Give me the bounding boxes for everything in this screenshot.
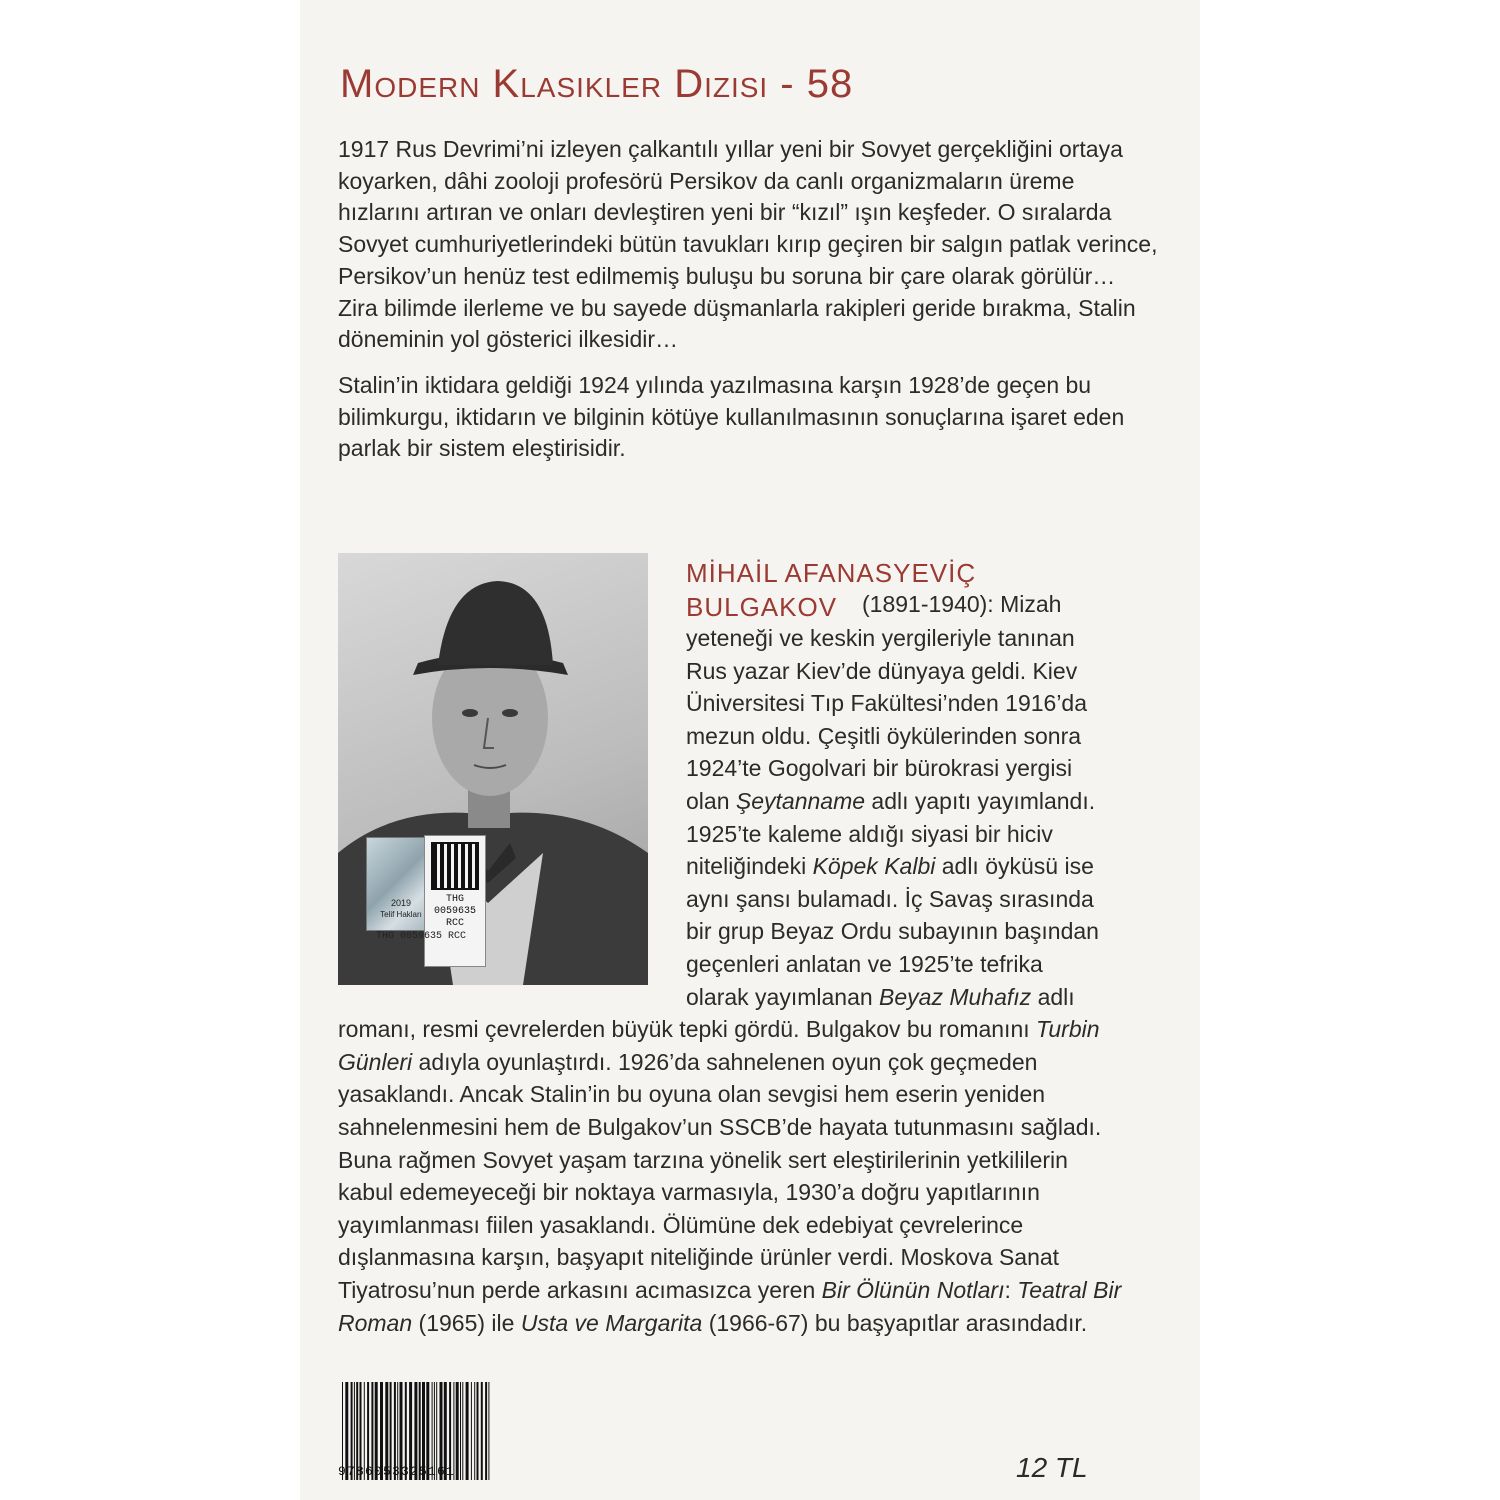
barcode-bar <box>462 1382 463 1480</box>
barcode-bar <box>485 1382 487 1480</box>
biography-line: yeteneği ve keskin yergileriyle tanınan <box>686 625 1075 651</box>
barcode-bar <box>481 1382 483 1480</box>
series-title: Modern Klasikler Dizisi - 58 <box>340 62 854 106</box>
author-name-line-2: BULGAKOV <box>686 592 838 622</box>
barcode-bar <box>477 1382 479 1480</box>
biography-line: kabul edemeyeceği bir noktaya varmasıyla, 1930’a doğru yapıtlarının <box>338 1179 1040 1206</box>
biography-line: romanı, resmi çevrelerden büyük tepki gördü. Bulgakov bu romanını Turbin <box>338 1016 1100 1043</box>
biography-line: mezun oldu. Çeşitli öykülerinden sonra <box>686 722 1082 749</box>
barcode-bar <box>474 1382 475 1480</box>
biography-line: 1925’te kaleme aldığı siyasi bir hiciv <box>686 820 1053 847</box>
biography-line: aynı şansı bulamadı. İç Savaş sırasında <box>686 885 1094 912</box>
qr-code-icon <box>431 842 479 890</box>
author-name-line-1: MİHAİL AFANASYEVİÇ <box>686 558 977 588</box>
barcode-number: 9786053325161 <box>338 1464 456 1479</box>
price: 12 TL <box>1016 1452 1088 1483</box>
biography-line: olarak yayımlanan Beyaz Muhafız adlı <box>686 983 1075 1010</box>
barcode-bar <box>466 1382 469 1480</box>
biography-line: 1924’te Gogolvari bir bürokrasi yergisi <box>686 755 1073 782</box>
synopsis-paragraph-2: Stalin’in iktidara geldiği 1924 yılında yazılmasına karşın 1928’de geçen bu bilimkurgu, iktidarın ve bilginin kötüye kullanılmasının sonuçlarına işaret eden parlak bir sistem eleştirisidir. <box>338 371 1125 462</box>
biography-line: Tiyatrosu’nun perde arkasını acımasızca yeren Bir Ölünün Notları: Teatral Bir <box>338 1277 1122 1303</box>
synopsis-paragraph-1: 1917 Rus Devrimi’ni izleyen çalkantılı yıllar yeni bir Sovyet gerçekliğini ortaya koyarken, dâhi zooloji profesörü Persikov da canlı organizmaların üreme hızlarını artıran ve onları devleştiren yeni bir “kızıl” ışın keşfeder. O sıralarda Sovyet cumhuriyetlerindeki bütün tavukları kırıp geçiren bir salgın patlak verince, Persikov’un henüz test edilmemiş buluşu bu soruna bir çare olarak görülür… Zira bilimde ilerleme ve bu sayede düşmanlarla rakipleri geride bırakma, Stalin döneminin yol gösterici ilkesidir… <box>338 136 1158 353</box>
biography-line: yayımlanması fiilen yasaklandı. Ölümüne dek edebiyat çevrelerince <box>338 1211 1024 1238</box>
biography-line: Günleri adıyla oyunlaştırdı. 1926’da sahnelenen oyun çok geçmeden <box>338 1048 1038 1075</box>
synopsis <box>338 134 1158 479</box>
copyright-code-sticker <box>424 835 486 967</box>
biography-line: niteliğindeki Köpek Kalbi adlı öyküsü ise <box>686 853 1094 880</box>
author-dates: (1891-1940): Mizah <box>862 591 1062 617</box>
sticker-code-line-3: RCC <box>445 918 464 929</box>
biography-line: Buna rağmen Sovyet yaşam tarzına yönelik sert eleştirilerinin yetkililerin <box>338 1146 1068 1173</box>
biography-line: yasaklandı. Ancak Stalin’in bu oyuna olan sevgisi hem eserin yeniden <box>338 1081 1046 1108</box>
sticker-year: 2019 <box>390 898 412 908</box>
biography-line: geçenleri anlatan ve 1925’te tefrika <box>686 951 1043 977</box>
sticker-bottom-code: THG 0059635 RCC <box>376 931 467 942</box>
barcode-bar <box>460 1382 461 1480</box>
biography-line: olan Şeytanname adlı yapıtı yayımlandı. <box>686 788 1096 814</box>
barcode-bar <box>456 1382 459 1480</box>
barcode-bar <box>488 1382 489 1480</box>
sticker-label: Telif Hakları <box>380 910 422 919</box>
sticker-code-line-1: THG <box>445 894 464 905</box>
biography-line: sahnelenmesini hem de Bulgakov’un SSCB’de hayata tutunmasını sağladı. <box>338 1114 1102 1140</box>
biography-line: Roman (1965) ile Usta ve Margarita (1966-67) bu başyapıtlar arasındadır. <box>338 1309 1088 1336</box>
biography-line: bir grup Beyaz Ordu subayının başından <box>686 918 1099 945</box>
author-portrait <box>338 553 648 985</box>
biography-line: dışlanmasına karşın, başyapıt niteliğinde ürünler verdi. Moskova Sanat <box>338 1244 1060 1271</box>
biography-line: Üniversitesi Tıp Fakültesi’nden 1916’da <box>686 690 1088 717</box>
biography-line: Rus yazar Kiev’de dünyaya geldi. Kiev <box>686 657 1078 684</box>
barcode-bar <box>471 1382 472 1480</box>
sticker-code-line-2: 0059635 <box>433 906 476 917</box>
